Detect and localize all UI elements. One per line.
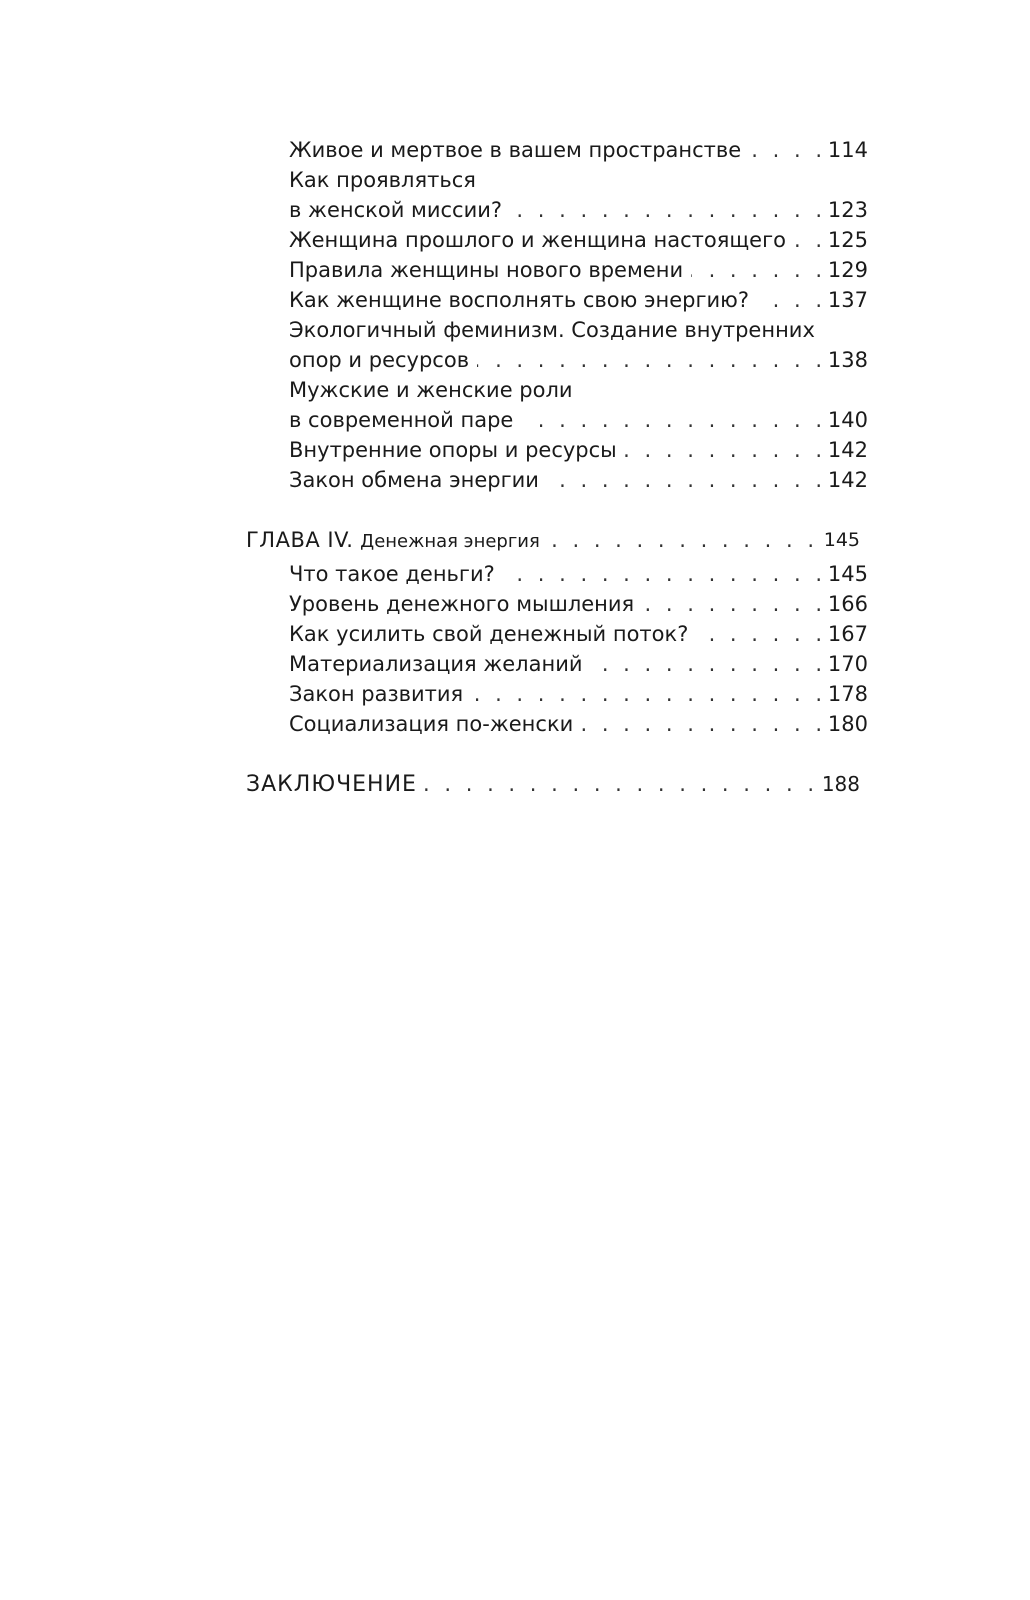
toc-entry[interactable] <box>246 225 868 255</box>
toc-entry[interactable] <box>246 405 868 435</box>
toc-entry-title: Как усилить свой денежный поток? <box>289 622 696 646</box>
toc-entry-title: Уровень денежного мышления <box>289 592 642 616</box>
conclusion-title: ЗАКЛЮЧЕНИЕ <box>246 772 425 797</box>
toc-entry[interactable] <box>246 619 868 649</box>
chapter-page: 145 <box>820 523 860 557</box>
toc-entry-page: 142 <box>824 465 868 495</box>
toc-entry[interactable] <box>246 679 868 709</box>
toc-entry[interactable] <box>246 135 868 165</box>
toc-entry-page: 167 <box>824 619 868 649</box>
toc-entry-page: 140 <box>824 405 868 435</box>
table-of-contents <box>246 135 868 801</box>
toc-entry-title: Материализация желаний <box>289 652 591 676</box>
toc-entry-page: 123 <box>824 195 868 225</box>
toc-entry-title: опор и ресурсов <box>289 348 477 372</box>
toc-entry[interactable] <box>246 285 868 315</box>
toc-entry-page: 137 <box>824 285 868 315</box>
toc-entry-page: 145 <box>824 559 868 589</box>
toc-entry[interactable] <box>246 165 868 195</box>
toc-entry-title: Закон развития <box>289 682 471 706</box>
chapter-name: Денежная энергия <box>360 531 540 552</box>
toc-entry-page: 170 <box>824 649 868 679</box>
toc-entry[interactable] <box>246 649 868 679</box>
toc-entry-title: в современной паре <box>289 408 521 432</box>
section-3-list <box>246 135 868 495</box>
section-4-list <box>246 559 868 739</box>
toc-entry-title: Как женщине восполнять свою энергию? <box>289 288 757 312</box>
toc-entry-page: 180 <box>824 709 868 739</box>
toc-entry-title: Социализация по-женски <box>289 712 581 736</box>
toc-entry-page: 142 <box>824 435 868 465</box>
toc-entry-title: Как проявляться <box>289 168 484 192</box>
toc-entry[interactable] <box>246 589 868 619</box>
toc-entry[interactable] <box>246 465 868 495</box>
toc-entry-title: Экологичный феминизм. Создание внутренних <box>289 318 823 342</box>
chapter-4-heading[interactable] <box>246 523 868 557</box>
toc-entry[interactable] <box>246 345 868 375</box>
toc-entry-title: в женской миссии? <box>289 198 510 222</box>
toc-entry[interactable] <box>246 435 868 465</box>
toc-entry-title: Мужские и женские роли <box>289 378 581 402</box>
toc-entry-title: Внутренние опоры и ресурсы <box>289 438 625 462</box>
conclusion-heading[interactable] <box>246 767 868 801</box>
toc-entry[interactable] <box>246 315 868 345</box>
chapter-label: ГЛАВА IV. <box>246 528 354 552</box>
toc-entry-title: Живое и мертвое в вашем пространстве <box>289 138 749 162</box>
toc-entry-title: Что такое деньги? <box>289 562 503 586</box>
toc-entry-page: 138 <box>824 345 868 375</box>
toc-entry-title: Женщина прошлого и женщина настоящего <box>289 228 794 252</box>
toc-entry-page: 125 <box>824 225 868 255</box>
toc-entry[interactable] <box>246 195 868 225</box>
toc-entry-title: Закон обмена энергии <box>289 468 547 492</box>
toc-entry[interactable] <box>246 709 868 739</box>
toc-entry-page: 114 <box>824 135 868 165</box>
toc-entry[interactable] <box>246 375 868 405</box>
toc-entry-page: 166 <box>824 589 868 619</box>
conclusion-page: 188 <box>818 767 860 801</box>
toc-entry[interactable] <box>246 255 868 285</box>
toc-entry-title: Правила женщины нового времени <box>289 258 691 282</box>
toc-entry-page: 129 <box>824 255 868 285</box>
spacer <box>246 739 868 767</box>
chapter-title <box>246 528 548 552</box>
spacer <box>246 495 868 523</box>
toc-entry[interactable] <box>246 559 868 589</box>
toc-entry-page: 178 <box>824 679 868 709</box>
